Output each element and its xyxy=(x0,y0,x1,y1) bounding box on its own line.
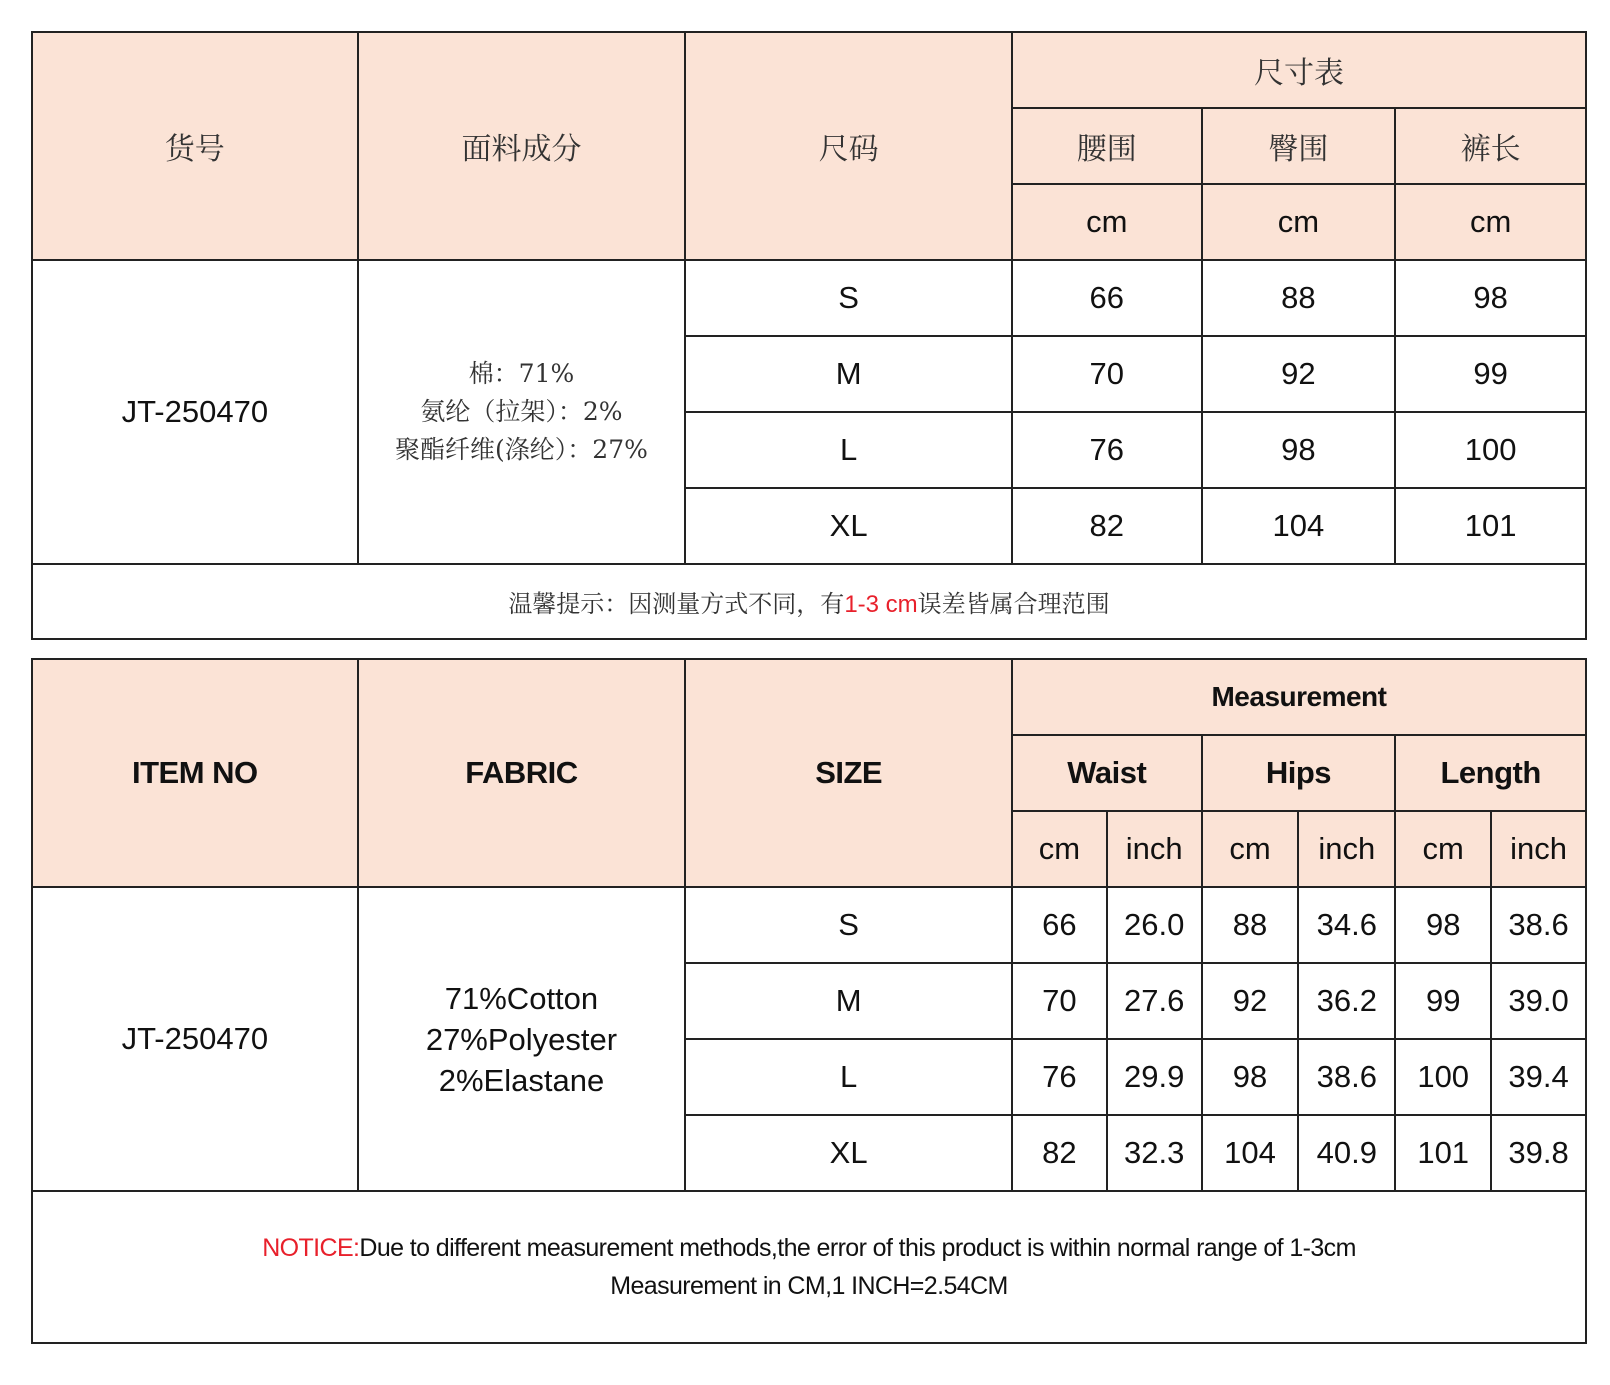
hips-cell: 92 xyxy=(1202,336,1396,412)
waist-cell: 82 xyxy=(1012,488,1202,564)
header-size: 尺码 xyxy=(685,32,1012,260)
length-cell: 100 xyxy=(1395,412,1586,488)
size-chart-english xyxy=(31,658,1587,1344)
unit-cm: cm xyxy=(1012,811,1107,887)
size-cell: L xyxy=(685,412,1012,488)
header-hips: Hips xyxy=(1202,735,1396,811)
hips-cm-cell: 104 xyxy=(1202,1115,1299,1191)
unit-cm: cm xyxy=(1202,811,1299,887)
size-cell: M xyxy=(685,963,1012,1039)
header-waist: Waist xyxy=(1012,735,1202,811)
size-cell: M xyxy=(685,336,1012,412)
header-item-no: 货号 xyxy=(32,32,358,260)
unit-inch: inch xyxy=(1491,811,1586,887)
hips-cm-cell: 98 xyxy=(1202,1039,1299,1115)
header-fabric: FABRIC xyxy=(358,659,686,887)
waist-cm-cell: 76 xyxy=(1012,1039,1107,1115)
length-inch-cell: 39.0 xyxy=(1491,963,1586,1039)
fabric-line: 棉：71% xyxy=(468,359,575,388)
waist-cell: 76 xyxy=(1012,412,1202,488)
item-number: JT-250470 xyxy=(32,260,358,564)
waist-cell: 70 xyxy=(1012,336,1202,412)
waist-cell: 66 xyxy=(1012,260,1202,336)
waist-cm-cell: 66 xyxy=(1012,887,1107,963)
header-measurement: Measurement xyxy=(1012,659,1586,735)
waist-inch-cell: 27.6 xyxy=(1107,963,1202,1039)
unit-inch: inch xyxy=(1107,811,1202,887)
length-cm-cell: 101 xyxy=(1395,1115,1491,1191)
hips-cell: 104 xyxy=(1202,488,1396,564)
header-hips: 臀围 xyxy=(1202,108,1396,184)
unit-waist-cm: cm xyxy=(1012,184,1202,260)
length-cm-cell: 100 xyxy=(1395,1039,1491,1115)
hips-inch-cell: 38.6 xyxy=(1298,1039,1395,1115)
hips-cell: 88 xyxy=(1202,260,1396,336)
tip-label: 温馨提示 xyxy=(508,590,605,618)
size-cell: XL xyxy=(685,488,1012,564)
header-item-no: ITEM NO xyxy=(32,659,358,887)
waist-cm-cell: 82 xyxy=(1012,1115,1107,1191)
notice-conversion: Measurement in CM,1 INCH=2.54CM xyxy=(610,1272,1008,1300)
length-cell: 101 xyxy=(1395,488,1586,564)
unit-cm: cm xyxy=(1395,811,1491,887)
tip-row xyxy=(32,564,1586,639)
notice-text: Due to different measurement methods,the error of this product is within normal range of 1-3cm xyxy=(359,1234,1356,1262)
item-number: JT-250470 xyxy=(32,887,358,1191)
unit-hips-cm: cm xyxy=(1202,184,1396,260)
tip-text: ：因测量方式不同，有 xyxy=(604,590,845,618)
unit-inch: inch xyxy=(1298,811,1395,887)
header-waist: 腰围 xyxy=(1012,108,1202,184)
length-inch-cell: 39.8 xyxy=(1491,1115,1586,1191)
fabric-line: 聚酯纤维(涤纶）：27% xyxy=(395,435,648,464)
header-fabric: 面料成分 xyxy=(358,32,686,260)
tip-text: 误差皆属合理范围 xyxy=(917,590,1110,618)
fabric-composition xyxy=(358,260,686,564)
size-cell: S xyxy=(685,887,1012,963)
fabric-line: 71%Cotton xyxy=(444,980,599,1016)
hips-inch-cell: 40.9 xyxy=(1298,1115,1395,1191)
waist-inch-cell: 29.9 xyxy=(1107,1039,1202,1115)
size-cell: XL xyxy=(685,1115,1012,1191)
hips-cm-cell: 88 xyxy=(1202,887,1299,963)
fabric-composition xyxy=(358,887,686,1191)
hips-inch-cell: 36.2 xyxy=(1298,963,1395,1039)
length-cell: 98 xyxy=(1395,260,1586,336)
fabric-line: 27%Polyester xyxy=(425,1021,618,1057)
length-cm-cell: 99 xyxy=(1395,963,1491,1039)
length-cell: 99 xyxy=(1395,336,1586,412)
hips-cell: 98 xyxy=(1202,412,1396,488)
size-chart-chinese xyxy=(31,31,1587,640)
waist-cm-cell: 70 xyxy=(1012,963,1107,1039)
hips-cm-cell: 92 xyxy=(1202,963,1299,1039)
length-inch-cell: 38.6 xyxy=(1491,887,1586,963)
header-length: Length xyxy=(1395,735,1586,811)
waist-inch-cell: 26.0 xyxy=(1107,887,1202,963)
hips-inch-cell: 34.6 xyxy=(1298,887,1395,963)
waist-inch-cell: 32.3 xyxy=(1107,1115,1202,1191)
size-cell: L xyxy=(685,1039,1012,1115)
length-cm-cell: 98 xyxy=(1395,887,1491,963)
notice-label: NOTICE: xyxy=(262,1234,360,1262)
header-measurement: 尺寸表 xyxy=(1012,32,1586,108)
size-cell: S xyxy=(685,260,1012,336)
length-inch-cell: 39.4 xyxy=(1491,1039,1586,1115)
fabric-line: 2%Elastane xyxy=(438,1062,605,1098)
header-length: 裤长 xyxy=(1395,108,1586,184)
fabric-line: 氨纶（拉架）：2% xyxy=(420,397,623,426)
notice-line xyxy=(33,1229,1585,1267)
unit-length-cm: cm xyxy=(1395,184,1586,260)
notice-row xyxy=(32,1191,1586,1343)
tip-range: 1-3 cm xyxy=(844,591,918,618)
header-size: SIZE xyxy=(685,659,1012,887)
